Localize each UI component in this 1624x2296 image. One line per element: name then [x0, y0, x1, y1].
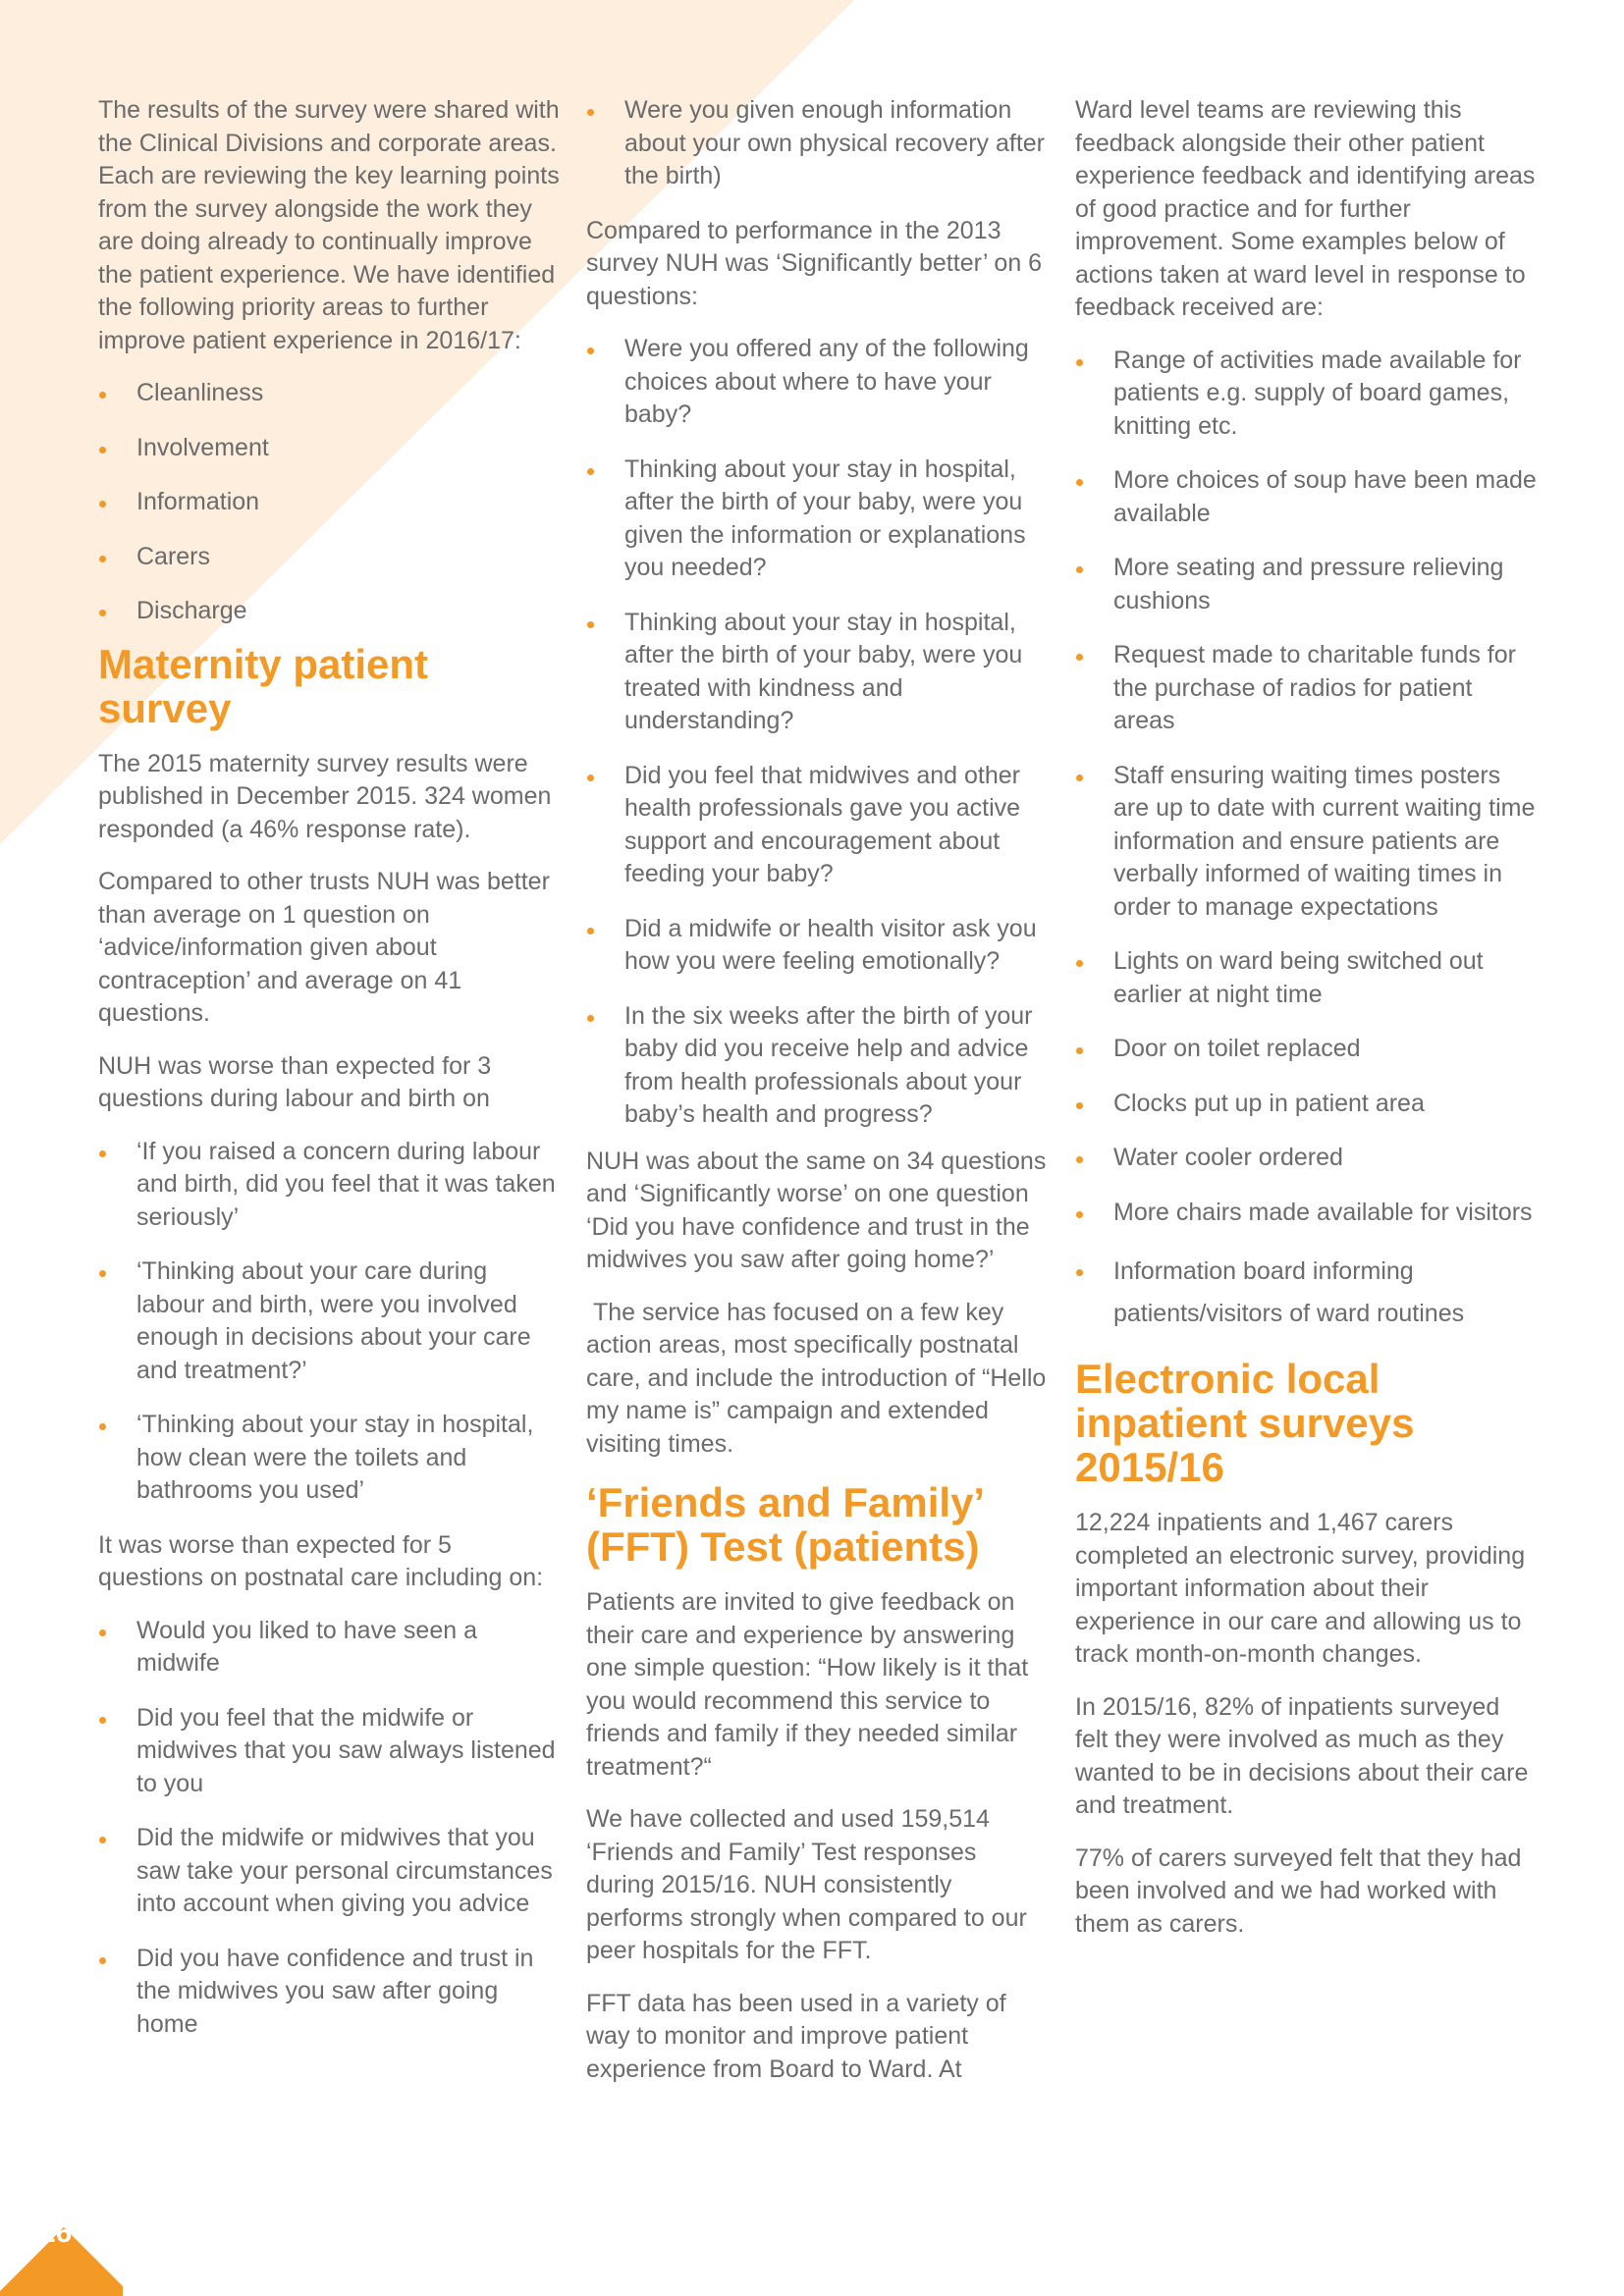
fft-paragraph: Patients are invited to give feedback on their care and experience by answering one simple question: “How likely is it that you would recommend this service to friends and family if they needed similar treatment?“	[586, 1588, 1029, 1781]
focus-paragraph: The service has focused on a few key action areas, most specifically postnatal care, and include the introduction of “Hello my name is” campaign and extended visiting times.	[586, 1298, 1054, 1458]
bullet-icon	[1076, 960, 1083, 967]
bullet-icon	[99, 447, 106, 454]
fft-paragraph: FFT data has been used in a variety of way to monitor and improve patient experience from Board to Ward. At	[586, 1989, 1006, 2083]
bullet-icon	[1076, 1211, 1083, 1218]
postnatal-intro: It was worse than expected for 5 questions on postnatal care including on:	[98, 1530, 544, 1591]
list-item: Were you offered any of the following choices about where to have your baby?	[586, 333, 1048, 432]
bullet-icon	[1076, 1269, 1083, 1276]
labour-questions-list	[98, 1136, 560, 1508]
bullet-icon	[99, 610, 106, 616]
list-item: Range of activities made available for patients e.g. supply of board games, knitting etc.	[1075, 345, 1537, 444]
list-item: Request made to charitable funds for the purchase of radios for patient areas	[1075, 639, 1537, 738]
list-item: More seating and pressure relieving cushions	[1075, 552, 1537, 617]
bullet-icon	[99, 1150, 106, 1157]
bullet-icon	[99, 392, 106, 399]
list-item: Involvement	[98, 432, 560, 465]
bullet-icon	[587, 774, 594, 781]
list-item: Discharge	[98, 595, 560, 628]
bullet-icon	[587, 109, 594, 116]
list-item: Did the midwife or midwives that you saw take your personal circumstances into account when giving you advice	[98, 1822, 560, 1921]
bullet-icon	[1076, 1047, 1083, 1054]
list-item: Did you feel that midwives and other health professionals gave you active support and encouragement about feeding your baby?	[586, 760, 1048, 891]
bullet-icon	[1076, 1156, 1083, 1163]
bullet-icon	[99, 501, 106, 507]
column-middle	[586, 94, 1054, 2106]
bullet-icon	[587, 468, 594, 475]
list-item: Were you given enough information about your own physical recovery after the birth)	[586, 94, 1048, 193]
list-item: ‘Thinking about your stay in hospital, how clean were the toilets and bathrooms you used’	[98, 1409, 560, 1508]
list-item: Lights on ward being switched out earlier at night time	[1075, 945, 1537, 1011]
bullet-icon	[1076, 1102, 1083, 1109]
maternity-paragraph: Compared to other trusts NUH was better than average on 1 question on ‘advice/information given about contraception’ and average on 41 questions.	[98, 868, 550, 1027]
continued-list	[586, 94, 1048, 193]
fft-heading: ‘Friends and Family’ (FFT) Test (patients)	[586, 1479, 983, 1570]
list-item: Would you liked to have seen a midwife	[98, 1615, 560, 1681]
electronic-survey-heading: Electronic local inpatient surveys 2015/16	[1075, 1356, 1415, 1490]
bullet-icon	[1076, 566, 1083, 573]
postnatal-questions-list	[98, 1615, 560, 2042]
list-item: In the six weeks after the birth of your baby did you receive help and advice from health professionals about your baby’s health and progress?	[586, 1000, 1048, 1132]
list-item: Door on toilet replaced	[1075, 1033, 1537, 1066]
list-item: ‘Thinking about your care during labour and birth, were you involved enough in decisions about your care and treatment?’	[98, 1255, 560, 1387]
list-item: Cleanliness	[98, 377, 560, 410]
survey-results-intro: The results of the survey were shared with the Clinical Divisions and corporate areas. Each are reviewing the key learning points from the survey alongside the work they are doing already to continually improve the patient experience. We have identified the following priority areas to further improve patient experience in 2016/17:	[98, 96, 560, 354]
bullet-icon	[1076, 359, 1083, 366]
list-item: Carers	[98, 541, 560, 574]
bullet-icon	[99, 1957, 106, 1964]
bullet-icon	[587, 928, 594, 934]
list-item: Thinking about your stay in hospital, after the birth of your baby, were you treated with kindness and understanding?	[586, 607, 1048, 738]
ward-intro: Ward level teams are reviewing this feedback alongside their other patient experience feedback and identifying areas of good practice and for further improvement. Some examples below of actions taken at ward level in response to feedback received are:	[1075, 96, 1536, 321]
better-intro: Compared to performance in the 2013 survey NUH was ‘Significantly better’ on 6 questions:	[586, 216, 1043, 310]
fft-paragraph: We have collected and used 159,514 ‘Friends and Family’ Test responses during 2015/16. NUH consistently performs strongly when compared to our peer hospitals for the FFT.	[586, 1805, 1027, 1964]
maternity-survey-heading: Maternity patient survey	[98, 640, 429, 731]
list-item: Information	[98, 486, 560, 519]
bullet-icon	[587, 1015, 594, 1022]
bullet-icon	[99, 1629, 106, 1636]
page-number: 26	[39, 2216, 73, 2249]
bullet-icon	[99, 1837, 106, 1843]
list-item: ‘If you raised a concern during labour and birth, did you feel that it was taken seriously’	[98, 1136, 560, 1235]
bullet-icon	[587, 347, 594, 354]
list-item: Thinking about your stay in hospital, after the birth of your baby, were you given the information or explanations you needed?	[586, 454, 1048, 585]
electronic-survey-paragraph: 77% of carers surveyed felt that they had been involved and we had worked with them as carers.	[1075, 1843, 1522, 1938]
electronic-survey-paragraph: In 2015/16, 82% of inpatients surveyed felt they were involved as much as they wanted to be in decisions about their care and treatment.	[1075, 1692, 1529, 1819]
bullet-icon	[99, 1270, 106, 1277]
better-questions-list	[586, 333, 1048, 1132]
list-item: Did you have confidence and trust in the midwives you saw after going home	[98, 1943, 560, 2042]
list-item: More choices of soup have been made available	[1075, 464, 1537, 530]
maternity-paragraph: NUH was worse than expected for 3 questions during labour and birth on	[98, 1051, 492, 1112]
electronic-survey-paragraph: 12,224 inpatients and 1,467 carers completed an electronic survey, providing important information about their experience in our care and allowing us to track month-on-month changes.	[1075, 1509, 1526, 1668]
maternity-paragraph: The 2015 maternity survey results were published in December 2015. 324 women responded (a 46% response rate).	[98, 749, 552, 843]
bullet-icon	[99, 1423, 106, 1430]
bullet-icon	[587, 621, 594, 628]
bullet-icon	[1076, 774, 1083, 781]
same-paragraph: NUH was about the same on 34 questions and ‘Significantly worse’ on one question ‘Did you have confidence and trust in the midwives you saw after going home?’	[586, 1147, 1047, 1273]
bullet-icon	[1076, 479, 1083, 486]
list-item: Did a midwife or health visitor ask you how you were feeling emotionally?	[586, 913, 1048, 979]
list-item: Clocks put up in patient area	[1075, 1088, 1537, 1121]
bullet-icon	[99, 1717, 106, 1724]
list-item: Did you feel that the midwife or midwives that you saw always listened to you	[98, 1702, 560, 1801]
list-item: Water cooler ordered	[1075, 1142, 1537, 1175]
list-item: Staff ensuring waiting times posters are up to date with current waiting time information and ensure patients are verbally informed of waiting times in order to manage expectations	[1075, 760, 1537, 925]
list-item: More chairs made available for visitors	[1075, 1197, 1537, 1230]
bullet-icon	[1076, 654, 1083, 661]
list-item: Information board informing patients/visitors of ward routines	[1075, 1251, 1537, 1335]
bullet-icon	[99, 556, 106, 562]
column-right	[1075, 94, 1537, 1960]
priority-areas-list	[98, 377, 560, 628]
ward-actions-list	[1075, 345, 1537, 1336]
column-left	[98, 94, 560, 2062]
